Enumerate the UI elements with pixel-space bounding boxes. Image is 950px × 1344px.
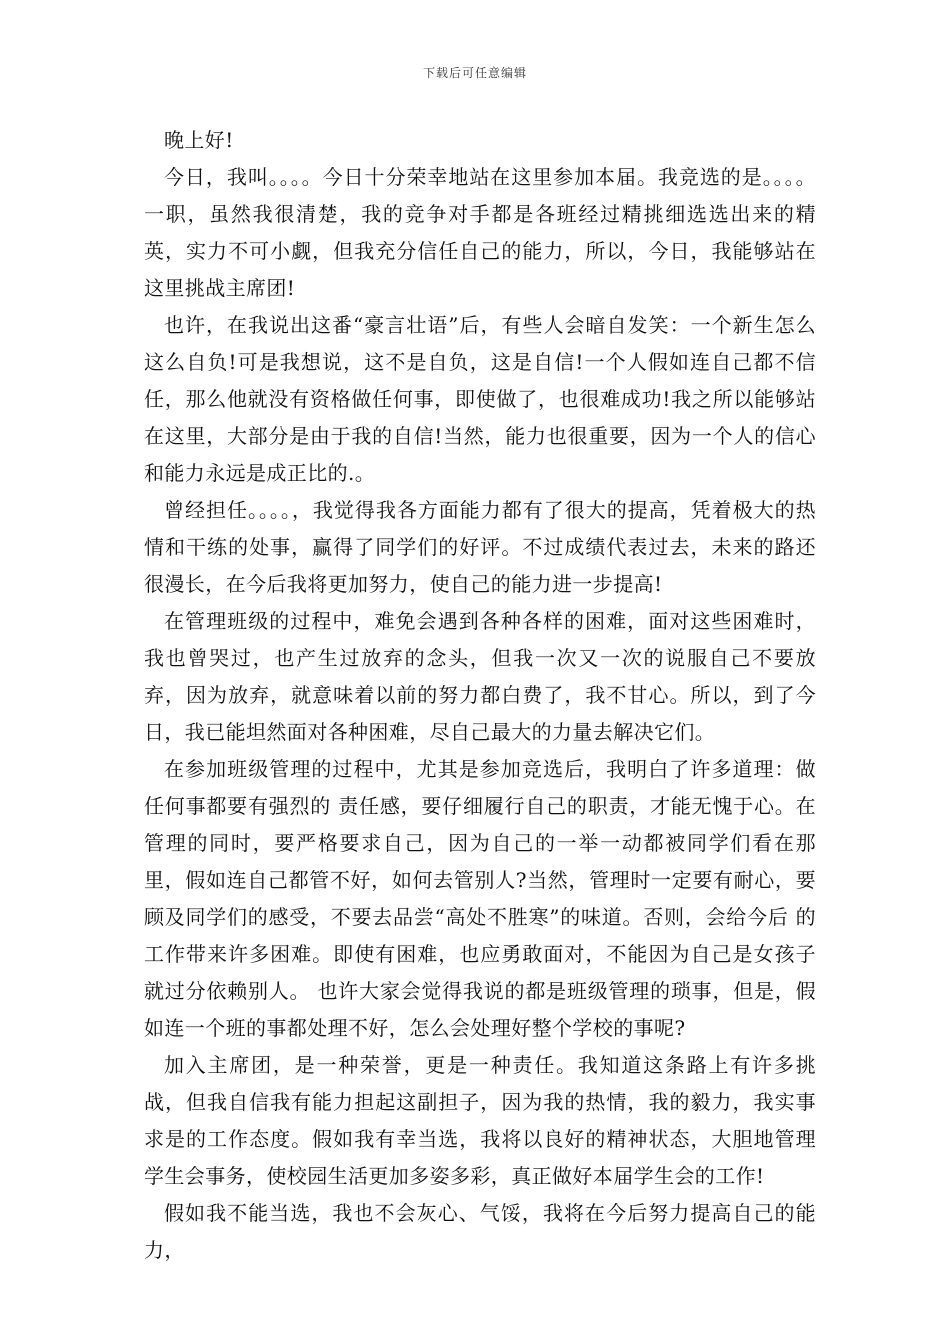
- paragraph-confidence: 也许，在我说出这番“豪言壮语”后，有些人会暗自发笑：一个新生怎么这么自负!可是我想说，这不是自负，这是自信!一个人假如连自己都不信任，那么他就没有资格做任何事，即使做了，也很难成功!我之所以能够站在这里，大部分是由于我的自信!当然，能力也很重要，因为一个人的信心和能力永远是成正比的.。: [144, 313, 816, 485]
- paragraph-closing: 假如我不能当选，我也不会灰心、气馁，我将在今后努力提高自己的能力，: [144, 1201, 816, 1262]
- paragraph-lessons: 在参加班级管理的过程中，尤其是参加竞选后，我明白了许多道理：做任何事都要有强烈的 责任感，要仔细履行自己的职责，才能无愧于心。在管理的同时，要严格要求自己，因为自己的一举一动都被同学们看在那里，假如连自己都管不好，如何去管别人?当然，管理时一定要有耐心，要顾及同学们的感受，不要去品尝“高处不胜寒”的味道。否则，会给今后 的工作带来许多困难。即使有困难，也应勇敢面对，不能因为自己是女孩子就过分依赖别人。 也许大家会觉得我说的都是班级管理的琐事，但是，假如连一个班的事都处理不好，怎么会处理好整个学校的事呢?: [144, 757, 816, 1040]
- document-body: [144, 122, 816, 1269]
- paragraph-greeting: 晚上好!: [164, 128, 234, 152]
- paragraph-difficulties: 在管理班级的过程中，难免会遇到各种各样的困难，面对这些困难时，我也曾哭过，也产生过放弃的念头，但我一次又一次的说服自己不要放弃，因为放弃，就意味着以前的努力都白费了，我不甘心。所以，到了今日，我已能坦然面对各种困难，尽自己最大的力量去解决它们。: [144, 609, 816, 744]
- paragraph-introduction: 今日，我叫。。。。今日十分荣幸地站在这里参加本届。我竞选的是。。。。一职，虽然我很清楚，我的竞争对手都是各班经过精挑细选选出来的精英，实力不可小觑，但我充分信任自己的能力，所以，今日，我能够站在这里挑战主席团!: [144, 165, 816, 300]
- paragraph-responsibility: 加入主席团，是一种荣誉，更是一种责任。我知道这条路上有许多挑战，但我自信我有能力担起这副担子，因为我的热情，我的毅力，我实事求是的工作态度。假如我有幸当选，我将以良好的精神状态，大胆地管理学生会事务，使校园生活更加多姿多彩，真正做好本届学生会的工作!: [144, 1053, 816, 1188]
- paragraph-experience: 曾经担任。。。。，我觉得我各方面能力都有了很大的提高，凭着极大的热情和干练的处事，赢得了同学们的好评。不过成绩代表过去，未来的路还很漫长，在今后我将更加努力，使自己的能力进一步提高!: [144, 498, 816, 596]
- page-header: 下载后可任意编辑: [422, 66, 527, 80]
